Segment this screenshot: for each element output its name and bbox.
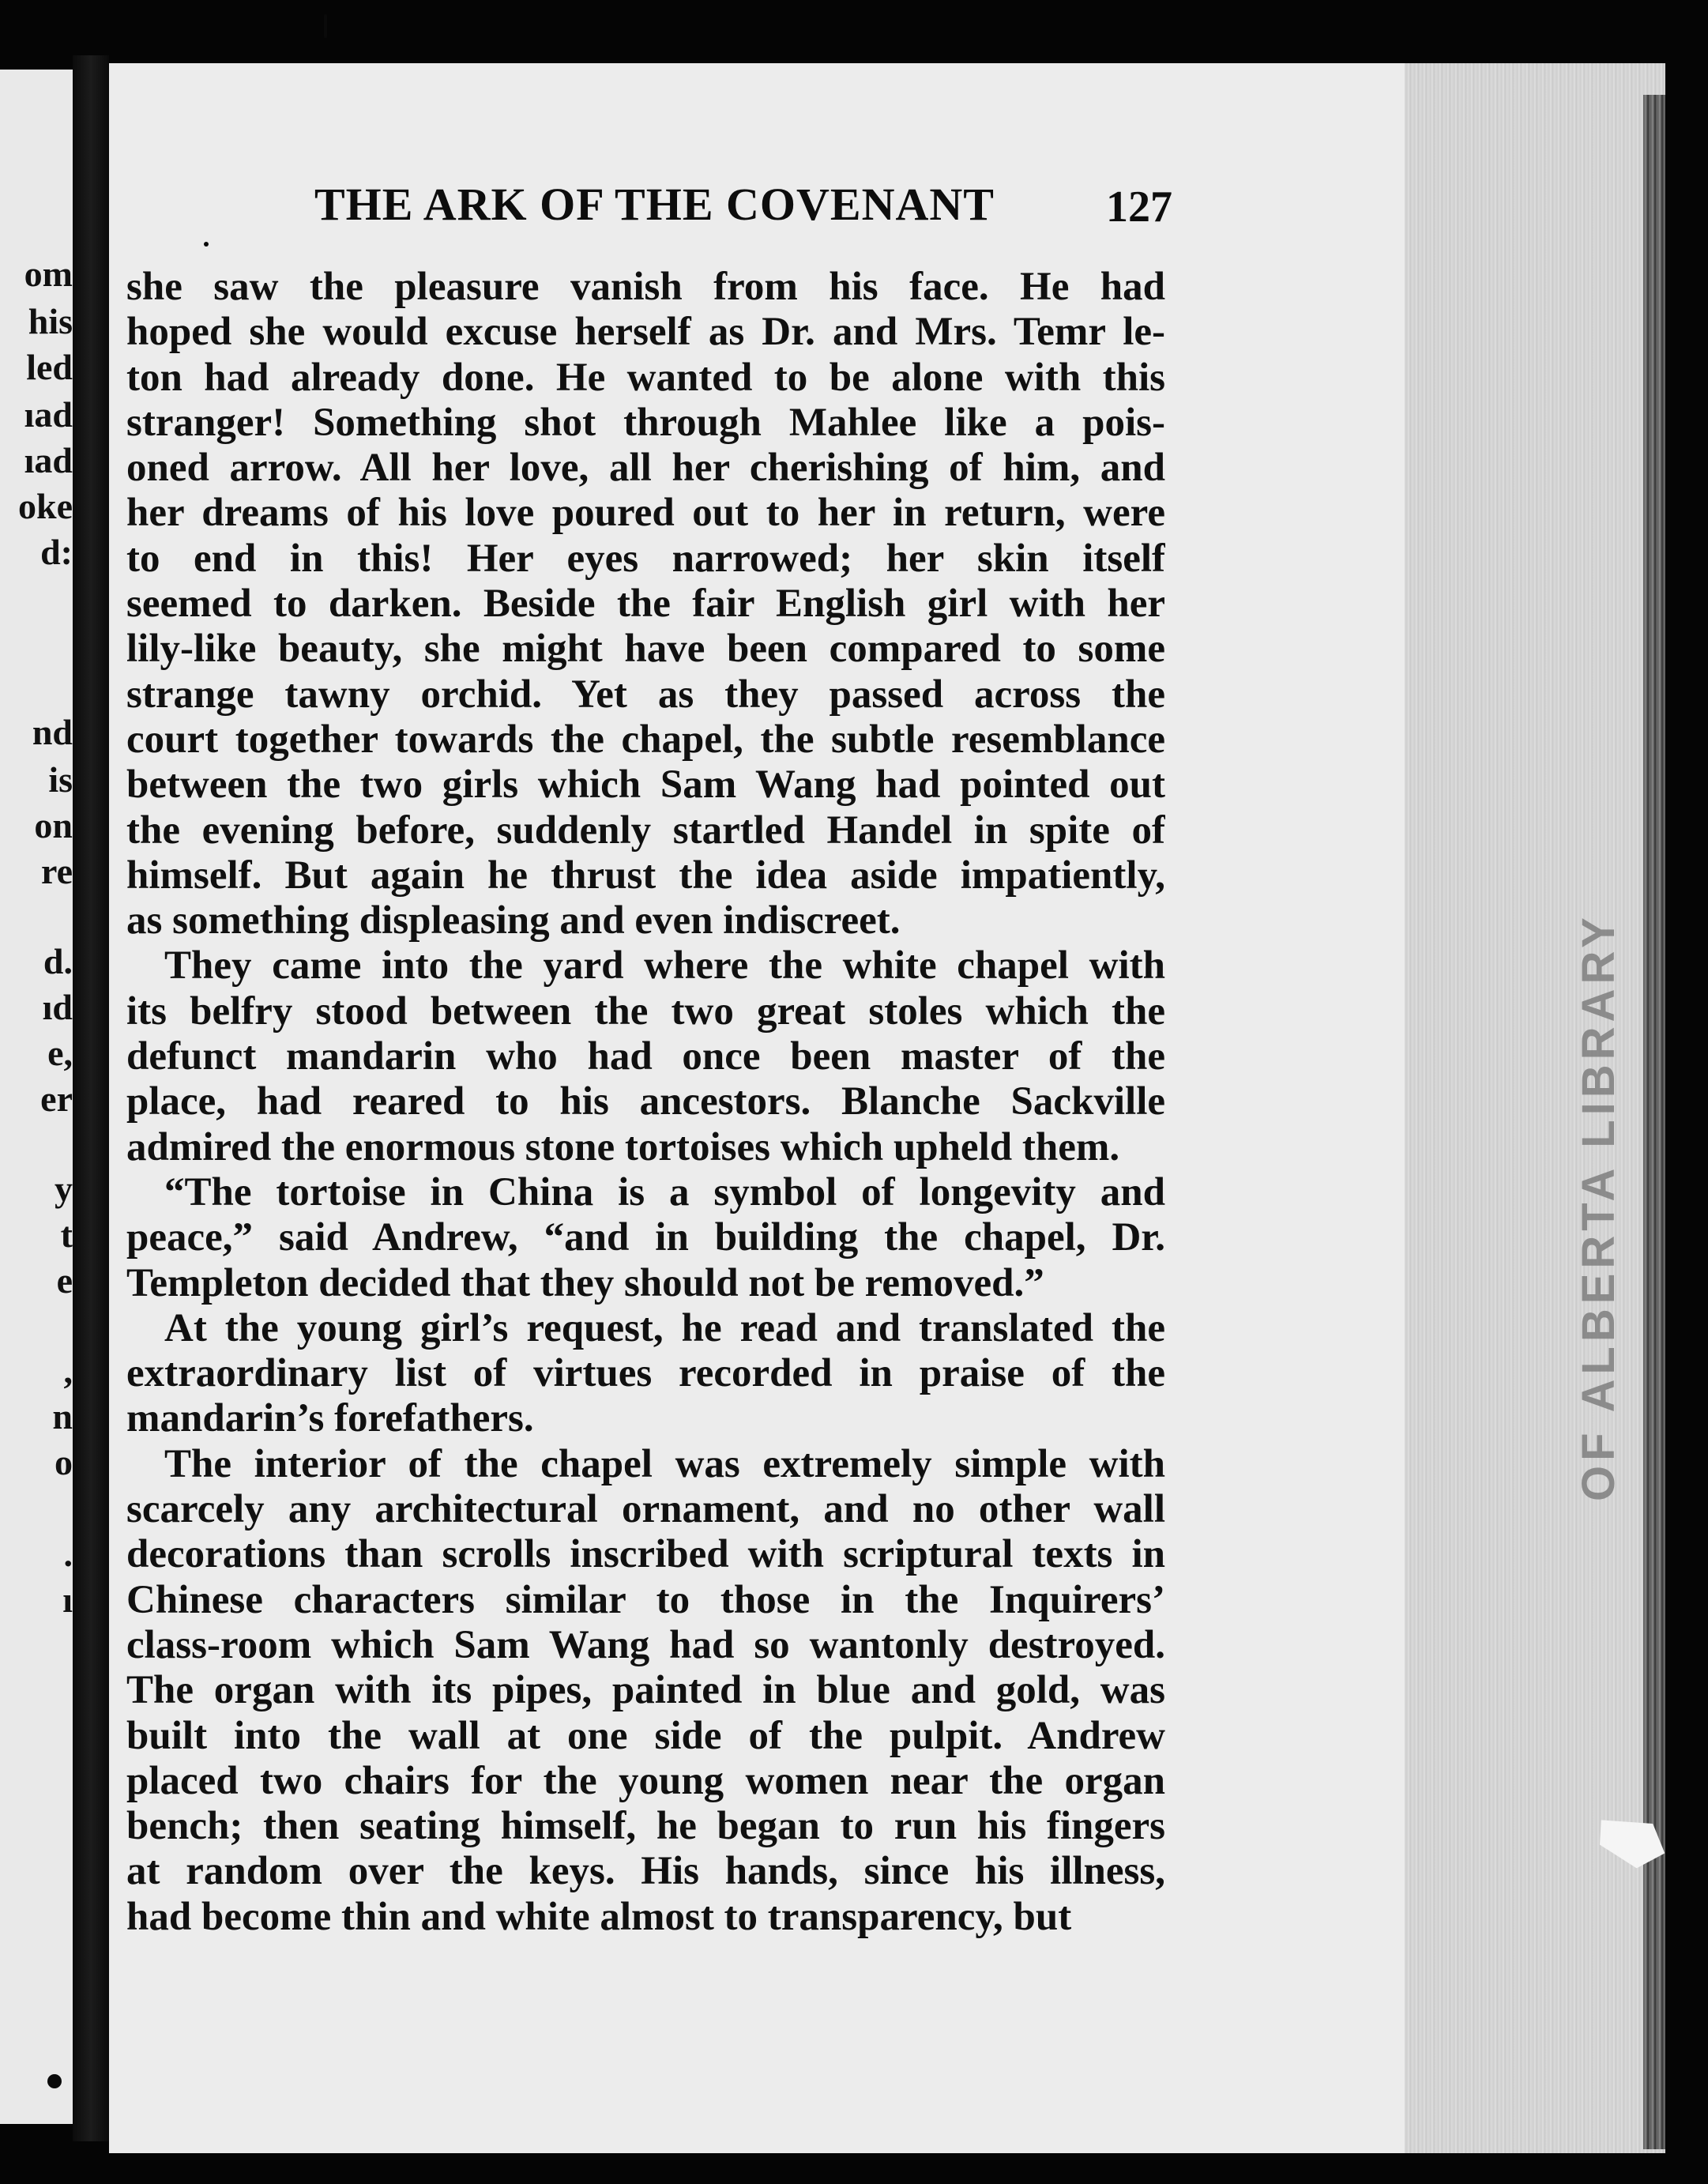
text-line: hoped she would excuse herself as Dr. and Mrs. Temr le- xyxy=(126,310,1165,355)
text-line: class-room which Sam Wang had so wantonly destroyed. xyxy=(126,1622,1165,1667)
text-line: peace,” said Andrew, “and in building the chapel, Dr. xyxy=(126,1215,1165,1260)
text-line: Templeton decided that they should not be removed.” xyxy=(126,1260,1044,1305)
text-line: bench; then seating himself, he began to run his fingers xyxy=(126,1804,1165,1849)
left-page-fragment xyxy=(0,70,76,2124)
speck xyxy=(204,242,209,247)
text-line: to end in this! Her eyes narrowed; her skin itself xyxy=(126,536,1165,581)
left-page-fragment-text: o xyxy=(55,1442,73,1482)
text-line: stranger! Something shot through Mahlee like a pois- xyxy=(126,400,1165,445)
left-page-fragment-text: nd xyxy=(32,712,73,752)
text-line: built into the wall at one side of the pulpit. Andrew xyxy=(126,1713,1165,1758)
left-page-fragment-text: d. xyxy=(43,941,73,981)
text-line: defunct mandarin who had once been master of the xyxy=(126,1034,1165,1079)
text-line: scarcely any architectural ornament, and no other wall xyxy=(126,1487,1165,1532)
text-line: mandarin’s forefathers. xyxy=(126,1396,534,1441)
left-page-fragment-text: ıd xyxy=(42,987,73,1027)
text-line: decorations than scrolls inscribed with scriptural texts in xyxy=(126,1532,1165,1577)
left-page-fragment-text: ı xyxy=(62,1580,73,1620)
text-line: Chinese characters similar to those in the Inquirers’ xyxy=(126,1577,1165,1622)
text-line: seemed to darken. Beside the fair English girl with her xyxy=(126,582,1165,627)
text-line: oned arrow. All her love, all her cherishing of him, and xyxy=(126,446,1165,491)
text-line: At the young girl’s request, he read and translated the xyxy=(164,1305,1165,1350)
text-line: admired the enormous stone tortoises which upheld them. xyxy=(126,1124,1120,1169)
text-line: the evening before, suddenly startled Handel in spite of xyxy=(126,808,1165,853)
text-line: place, had reared to his ancestors. Blanche Sackville xyxy=(126,1079,1165,1124)
library-stamp: OF ALBERTA LIBRARY xyxy=(1573,913,1624,1501)
text-line: ton had already done. He wanted to be alone with this xyxy=(126,355,1165,400)
left-page-fragment-text: . xyxy=(63,1534,73,1574)
left-page-fragment-text: his xyxy=(28,301,73,341)
speck xyxy=(324,14,327,38)
text-line: They came into the yard where the white chapel with xyxy=(164,943,1165,988)
text-line: she saw the pleasure vanish from his face. He had xyxy=(126,265,1165,309)
left-page-fragment-text: ıad xyxy=(24,394,73,435)
text-line: strange tawny orchid. Yet as they passed across the xyxy=(126,672,1165,717)
text-line: lily-like beauty, she might have been compared to some xyxy=(126,627,1165,672)
speck xyxy=(47,2074,62,2088)
text-line: between the two girls which Sam Wang had pointed out xyxy=(126,763,1165,808)
left-page-fragment-text: on xyxy=(34,805,73,845)
text-line: placed two chairs for the young women near the organ xyxy=(126,1758,1165,1803)
left-page-fragment-text: , xyxy=(63,1350,73,1391)
text-line: The organ with its pipes, painted in blue and gold, was xyxy=(126,1668,1165,1713)
text-line: her dreams of his love poured out to her in return, were xyxy=(126,491,1165,536)
left-page-fragment-text: ıad xyxy=(24,440,73,480)
left-page-fragment-text: led xyxy=(26,347,73,387)
left-page-fragment-text: n xyxy=(52,1396,73,1437)
left-page-fragment-text: t xyxy=(60,1214,73,1255)
left-page-fragment-text: is xyxy=(48,759,73,800)
running-head: THE ARK OF THE COVENANT xyxy=(314,179,995,230)
text-line: at random over the keys. His hands, since his illness, xyxy=(126,1849,1165,1894)
left-page-fragment-text: er xyxy=(40,1079,73,1119)
page-number: 127 xyxy=(1106,183,1172,232)
left-page-fragment-text: e xyxy=(56,1260,73,1301)
text-line: “The tortoise in China is a symbol of longevity and xyxy=(164,1169,1165,1214)
left-page-fragment-text: om xyxy=(24,254,73,294)
text-line: The interior of the chapel was extremely simple with xyxy=(164,1441,1165,1486)
book-gutter xyxy=(73,55,109,2141)
text-line: court together towards the chapel, the subtle resemblance xyxy=(126,717,1165,762)
text-line: extraordinary list of virtues recorded in praise of the xyxy=(126,1351,1165,1396)
left-page-fragment-text: y xyxy=(55,1169,73,1209)
text-line: himself. But again he thrust the idea aside impatiently, xyxy=(126,853,1165,898)
left-page-fragment-text: re xyxy=(40,851,73,891)
text-line: as something displeasing and even indiscreet. xyxy=(126,898,901,943)
text-line: its belfry stood between the two great stoles which the xyxy=(126,988,1165,1034)
left-page-fragment-text: d: xyxy=(40,532,73,572)
left-page-fragment-text: oke xyxy=(18,486,73,526)
left-page-fragment-text: e, xyxy=(47,1033,73,1073)
text-line: had become thin and white almost to transparency, but xyxy=(126,1894,1072,1939)
body-text xyxy=(126,265,1165,1940)
